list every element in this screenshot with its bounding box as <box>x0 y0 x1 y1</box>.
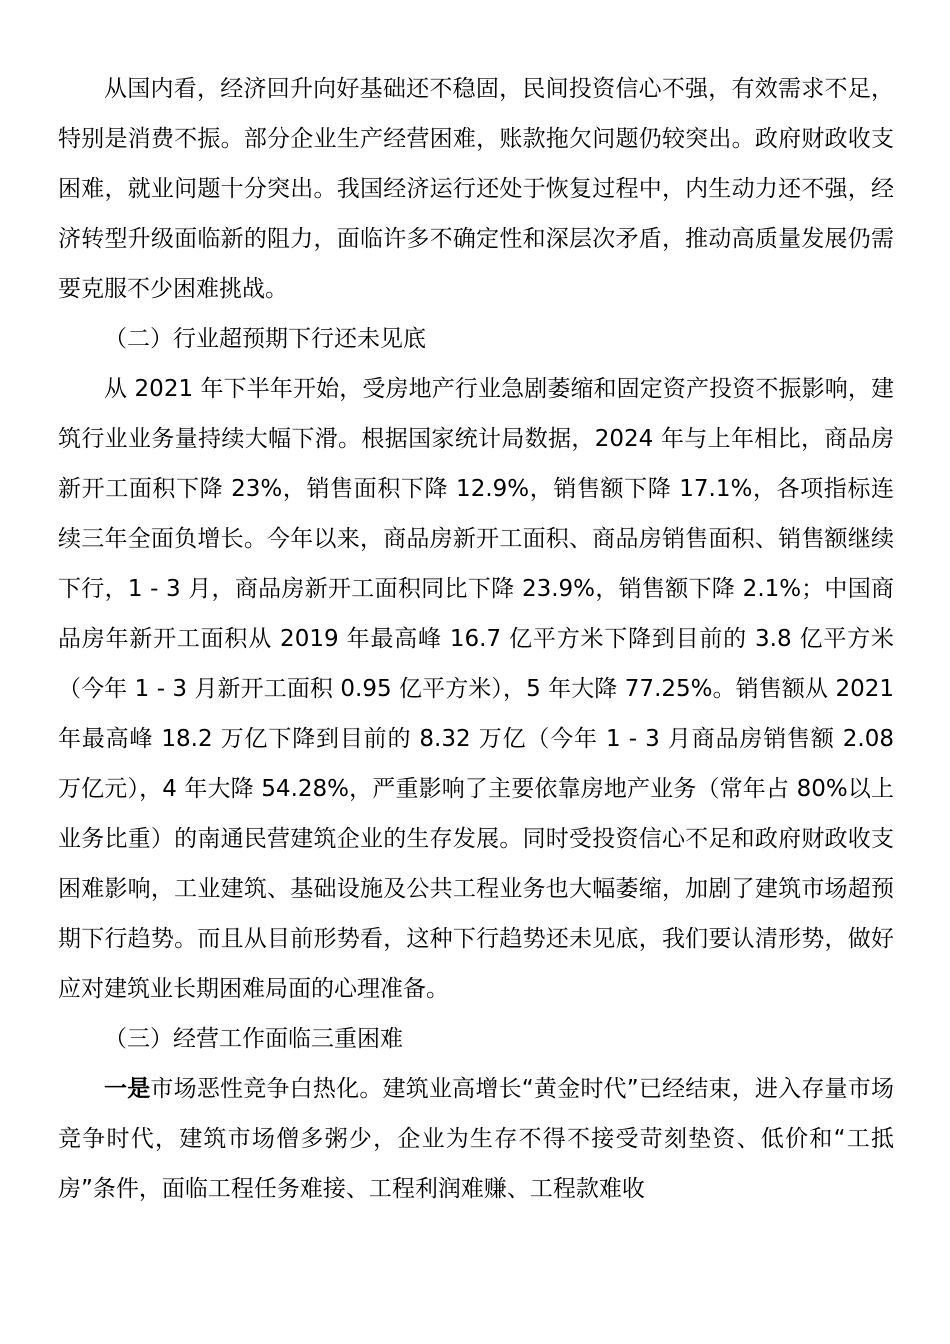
section-heading-industry-decline: （二）行业超预期下行还未见底 <box>104 326 426 352</box>
document-page <box>58 64 894 1214</box>
paragraph-industry-data: 从 2021 年下半年开始，受房地产行业急剧萎缩和固定资产投资不振影响，建筑行业业务量持续大幅下滑。根据国家统计局数据，2024 年与上年相比，商品房新开工面积下降 23%，销售面积下降 12.9%，销售额下降 17.1%，各项指标连续三年全面负增长。今年以来，商品房新开工面积、商品房销售面积、销售额继续下行，1 - 3 月，商品房新开工面积同比下降 23.9%，销售额下降 2.1%；中国商品房年新开工面积从 2019 年最高峰 16.7 亿平方米下降到目前的 3.8 亿平方米（今年 1 - 3 月新开工面积 0.95 亿平方米），5 年大降 77.25%。销售额从 2021 年最高峰 18.2 万亿下降到目前的 8.32 万亿（今年 1 - 3 月商品房销售额 2.08 万亿元），4 年大降 54.28%，严重影响了主要依靠房地产业务（常年占 80%以上业务比重）的南通民营建筑企业的生存发展。同时受投资信心不足和政府财政收支困难影响，工业建筑、基础设施及公共工程业务也大幅萎缩，加剧了建筑市场超预期下行趋势。而且从目前形势看，这种下行趋势还未见底，我们要认清形势，做好应对建筑业长期困难局面的心理准备。 <box>58 376 894 1002</box>
paragraph-domestic-economy: 从国内看，经济回升向好基础还不稳固，民间投资信心不强，有效需求不足，特别是消费不振。部分企业生产经营困难，账款拖欠问题仍较突出。政府财政收支困难，就业问题十分突出。我国经济运行还处于恢复过程中，内生动力还不强，经济转型升级面临新的阻力，面临许多不确定性和深层次矛盾，推动高质量发展仍需要克服不少困难挑战。 <box>58 76 894 302</box>
paragraph-market-competition <box>58 1064 894 1214</box>
section-heading-three-difficulties: （三）经营工作面临三重困难 <box>104 1026 403 1052</box>
paragraph-body-text: 市场恶性竞争白热化。建筑业高增长“黄金时代”已经结束，进入存量市场竞争时代，建筑市场僧多粥少，企业为生存不得不接受苛刻垫资、低价和“工抵房”条件，面临工程任务难接、工程利润难赚、工程款难收 <box>58 1076 894 1202</box>
paragraph-lead-label: 一是 <box>104 1076 151 1102</box>
